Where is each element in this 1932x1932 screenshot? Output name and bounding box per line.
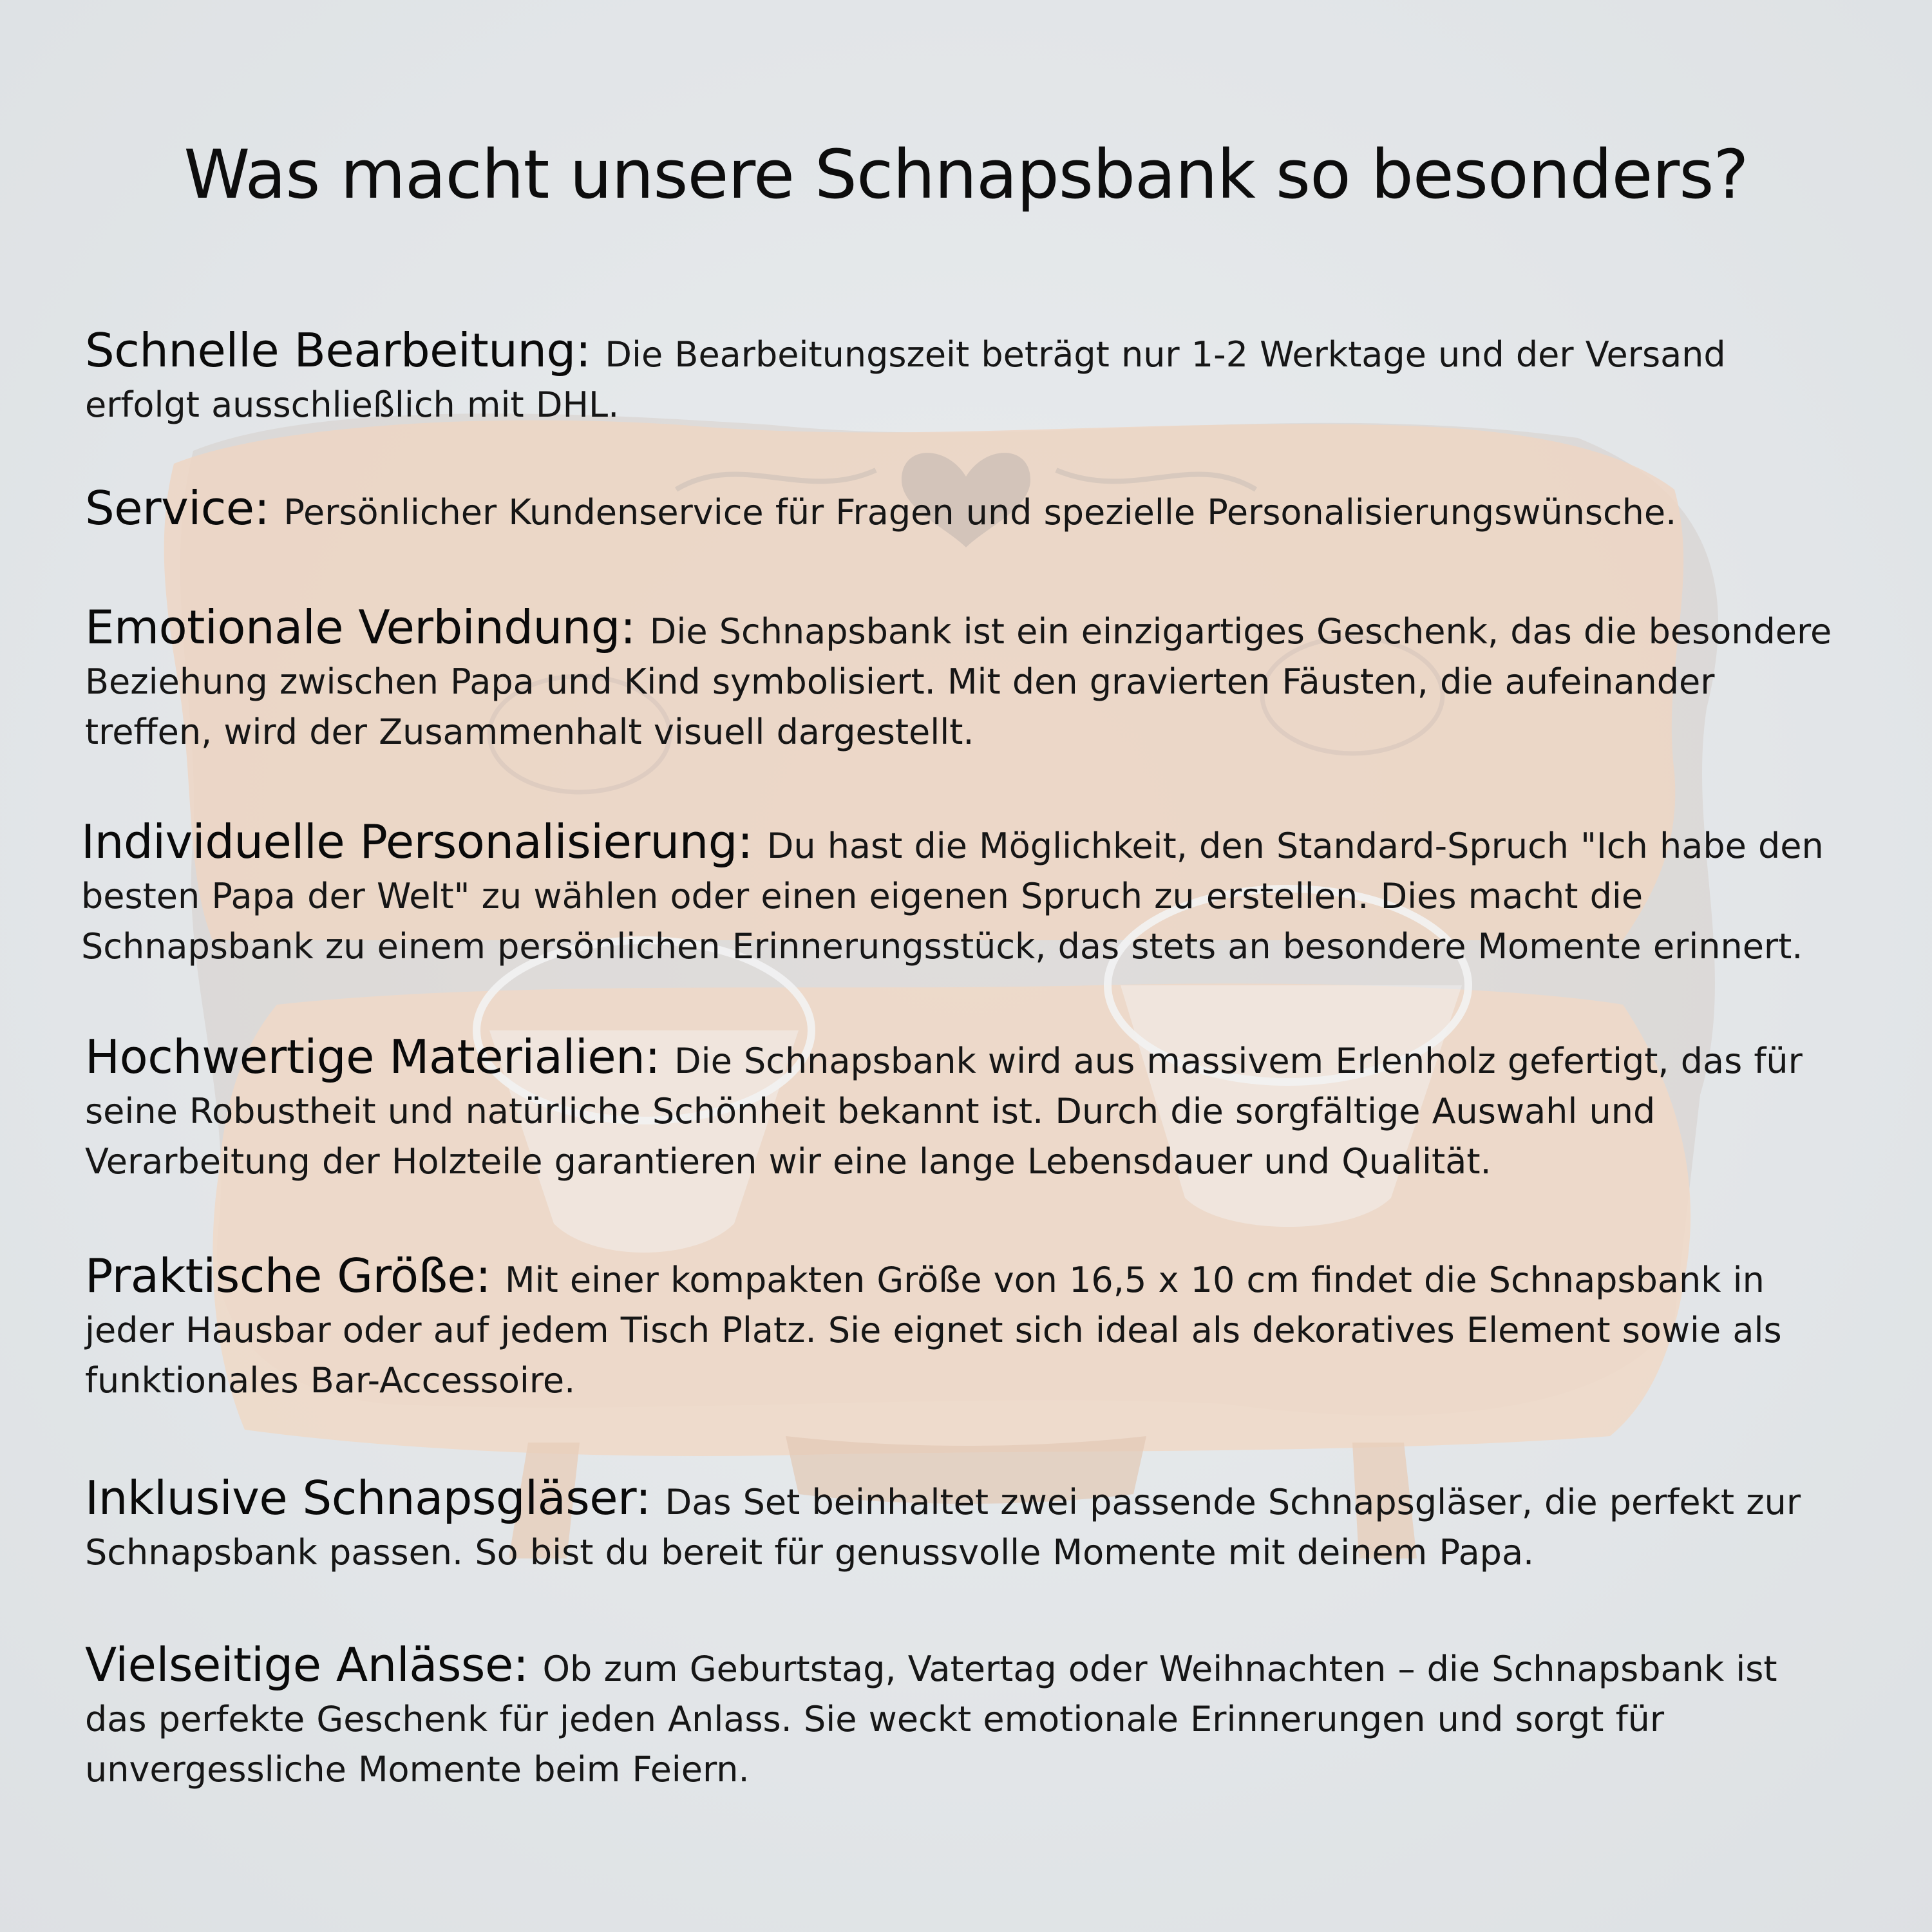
section-individuelle-personalisierung — [81, 817, 1846, 972]
section-text: Das Set beinhaltet zwei passende Schnapsgläser, die perfekt zur Schnapsbank passen. So bist du bereit für genussvolle Momente mit deinem Papa. — [85, 1482, 1801, 1573]
section-praktische-groesse — [85, 1251, 1850, 1406]
section-vielseitige-anlaesse — [85, 1640, 1850, 1795]
section-heading: Schnelle Bearbeitung: — [85, 323, 591, 377]
section-schnelle-bearbeitung — [85, 325, 1850, 430]
section-service — [85, 483, 1850, 538]
section-heading: Service: — [85, 481, 270, 535]
section-text: Du hast die Möglichkeit, den Standard-Spruch "Ich habe den besten Papa der Welt" zu wählen oder einen eigenen Spruch zu erstellen. Dies macht die Schnapsbank zu einem persönlichen Erinnerungsstück, das stets an besondere Momente erinnert. — [81, 826, 1824, 967]
section-text: Mit einer kompakten Größe von 16,5 x 10 cm findet die Schnapsbank in jeder Hausbar oder auf jedem Tisch Platz. Sie eignet sich ideal als dekoratives Element sowie als funktionales Bar-Accessoire. — [85, 1260, 1782, 1401]
section-text: Persönlicher Kundenservice für Fragen und spezielle Personalisierungswünsche. — [283, 492, 1677, 533]
page-title: Was macht unsere Schnapsbank so besonders? — [184, 135, 1748, 214]
section-heading: Emotionale Verbindung: — [85, 600, 636, 654]
section-text: Die Bearbeitungszeit beträgt nur 1-2 Werktage und der Versand erfolgt ausschließlich mit DHL. — [85, 334, 1726, 425]
section-heading: Inklusive Schnapsgläser: — [85, 1471, 651, 1525]
section-emotionale-verbindung — [85, 602, 1850, 757]
section-heading: Vielseitige Anlässe: — [85, 1638, 529, 1692]
section-hochwertige-materialien — [85, 1032, 1850, 1187]
section-text: Ob zum Geburtstag, Vatertag oder Weihnachten – die Schnapsbank ist das perfekte Geschenk für jeden Anlass. Sie weckt emotionale Erinnerungen und sorgt für unvergessliche Momente beim Feiern. — [85, 1649, 1777, 1790]
section-heading: Individuelle Personalisierung: — [81, 815, 753, 869]
section-inklusive-schnapsglaeser — [85, 1473, 1850, 1578]
section-heading: Hochwertige Materialien: — [85, 1030, 661, 1084]
section-heading: Praktische Größe: — [85, 1249, 491, 1303]
section-text: Die Schnapsbank ist ein einzigartiges Geschenk, das die besondere Beziehung zwischen Papa und Kind symbolisiert. Mit den gravierten Fäusten, die aufeinander treffen, wird der Zusammenhalt visuell dargestellt. — [85, 611, 1832, 752]
section-text: Die Schnapsbank wird aus massivem Erlenholz gefertigt, das für seine Robustheit und natürliche Schönheit bekannt ist. Durch die sorgfältige Auswahl und Verarbeitung der Holzteile garantieren wir eine lange Lebensdauer und Qualität. — [85, 1041, 1803, 1182]
